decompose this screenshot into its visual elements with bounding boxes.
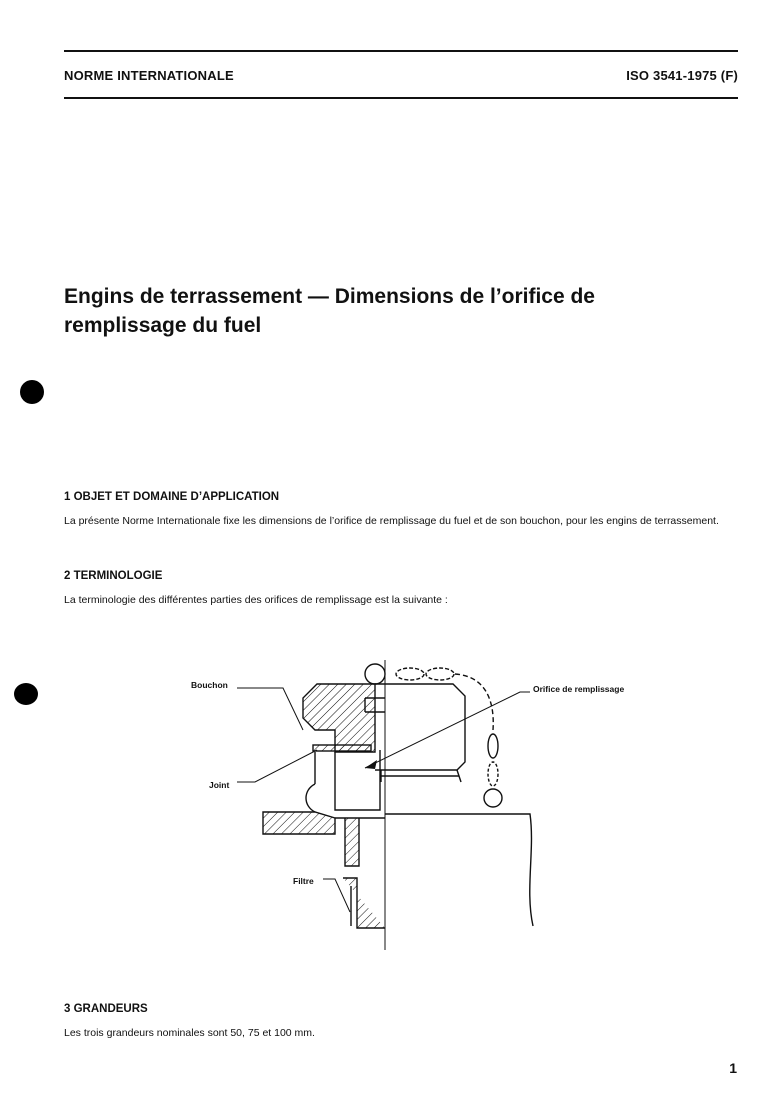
punch-hole-bottom <box>14 683 38 705</box>
label-joint: Joint <box>209 780 230 790</box>
filler-diagram <box>185 650 645 955</box>
section-3-heading: 3 GRANDEURS <box>64 1003 148 1015</box>
page-number: 1 <box>729 1060 737 1076</box>
label-filtre: Filtre <box>293 876 314 886</box>
filler-diagram-drawing <box>185 650 645 955</box>
section-1-text: La présente Norme Internationale fixe les dimensions de l’orifice de remplissage du fuel et de son bouchon, pour les engins de terrassement. <box>64 515 719 527</box>
filler-neck <box>315 750 380 810</box>
header-bottom-rule <box>64 97 738 99</box>
section-2-text: La terminologie des différentes parties des orifices de remplissage est la suivante : <box>64 594 448 606</box>
section-3-text: Les trois grandeurs nominales sont 50, 75 et 100 mm. <box>64 1027 315 1039</box>
header-top-rule <box>64 50 738 52</box>
tank-wall <box>263 812 335 834</box>
header-right-label: ISO 3541-1975 (F) <box>626 68 738 83</box>
label-bouchon: Bouchon <box>191 680 228 690</box>
label-orifice: Orifice de remplissage <box>533 684 625 694</box>
tank-body <box>385 814 533 926</box>
section-2-heading: 2 TERMINOLOGIE <box>64 570 163 582</box>
section-1-heading: 1 OBJET ET DOMAINE D’APPLICATION <box>64 491 280 503</box>
cap-section <box>303 684 375 752</box>
punch-hole-top <box>20 380 44 404</box>
header-left-label: NORME INTERNATIONALE <box>64 68 234 83</box>
page-title: Engins de terrassement — Dimensions de l’orifice de remplissage du fuel <box>64 285 595 337</box>
cap-outline <box>375 684 465 770</box>
gasket <box>313 745 371 751</box>
